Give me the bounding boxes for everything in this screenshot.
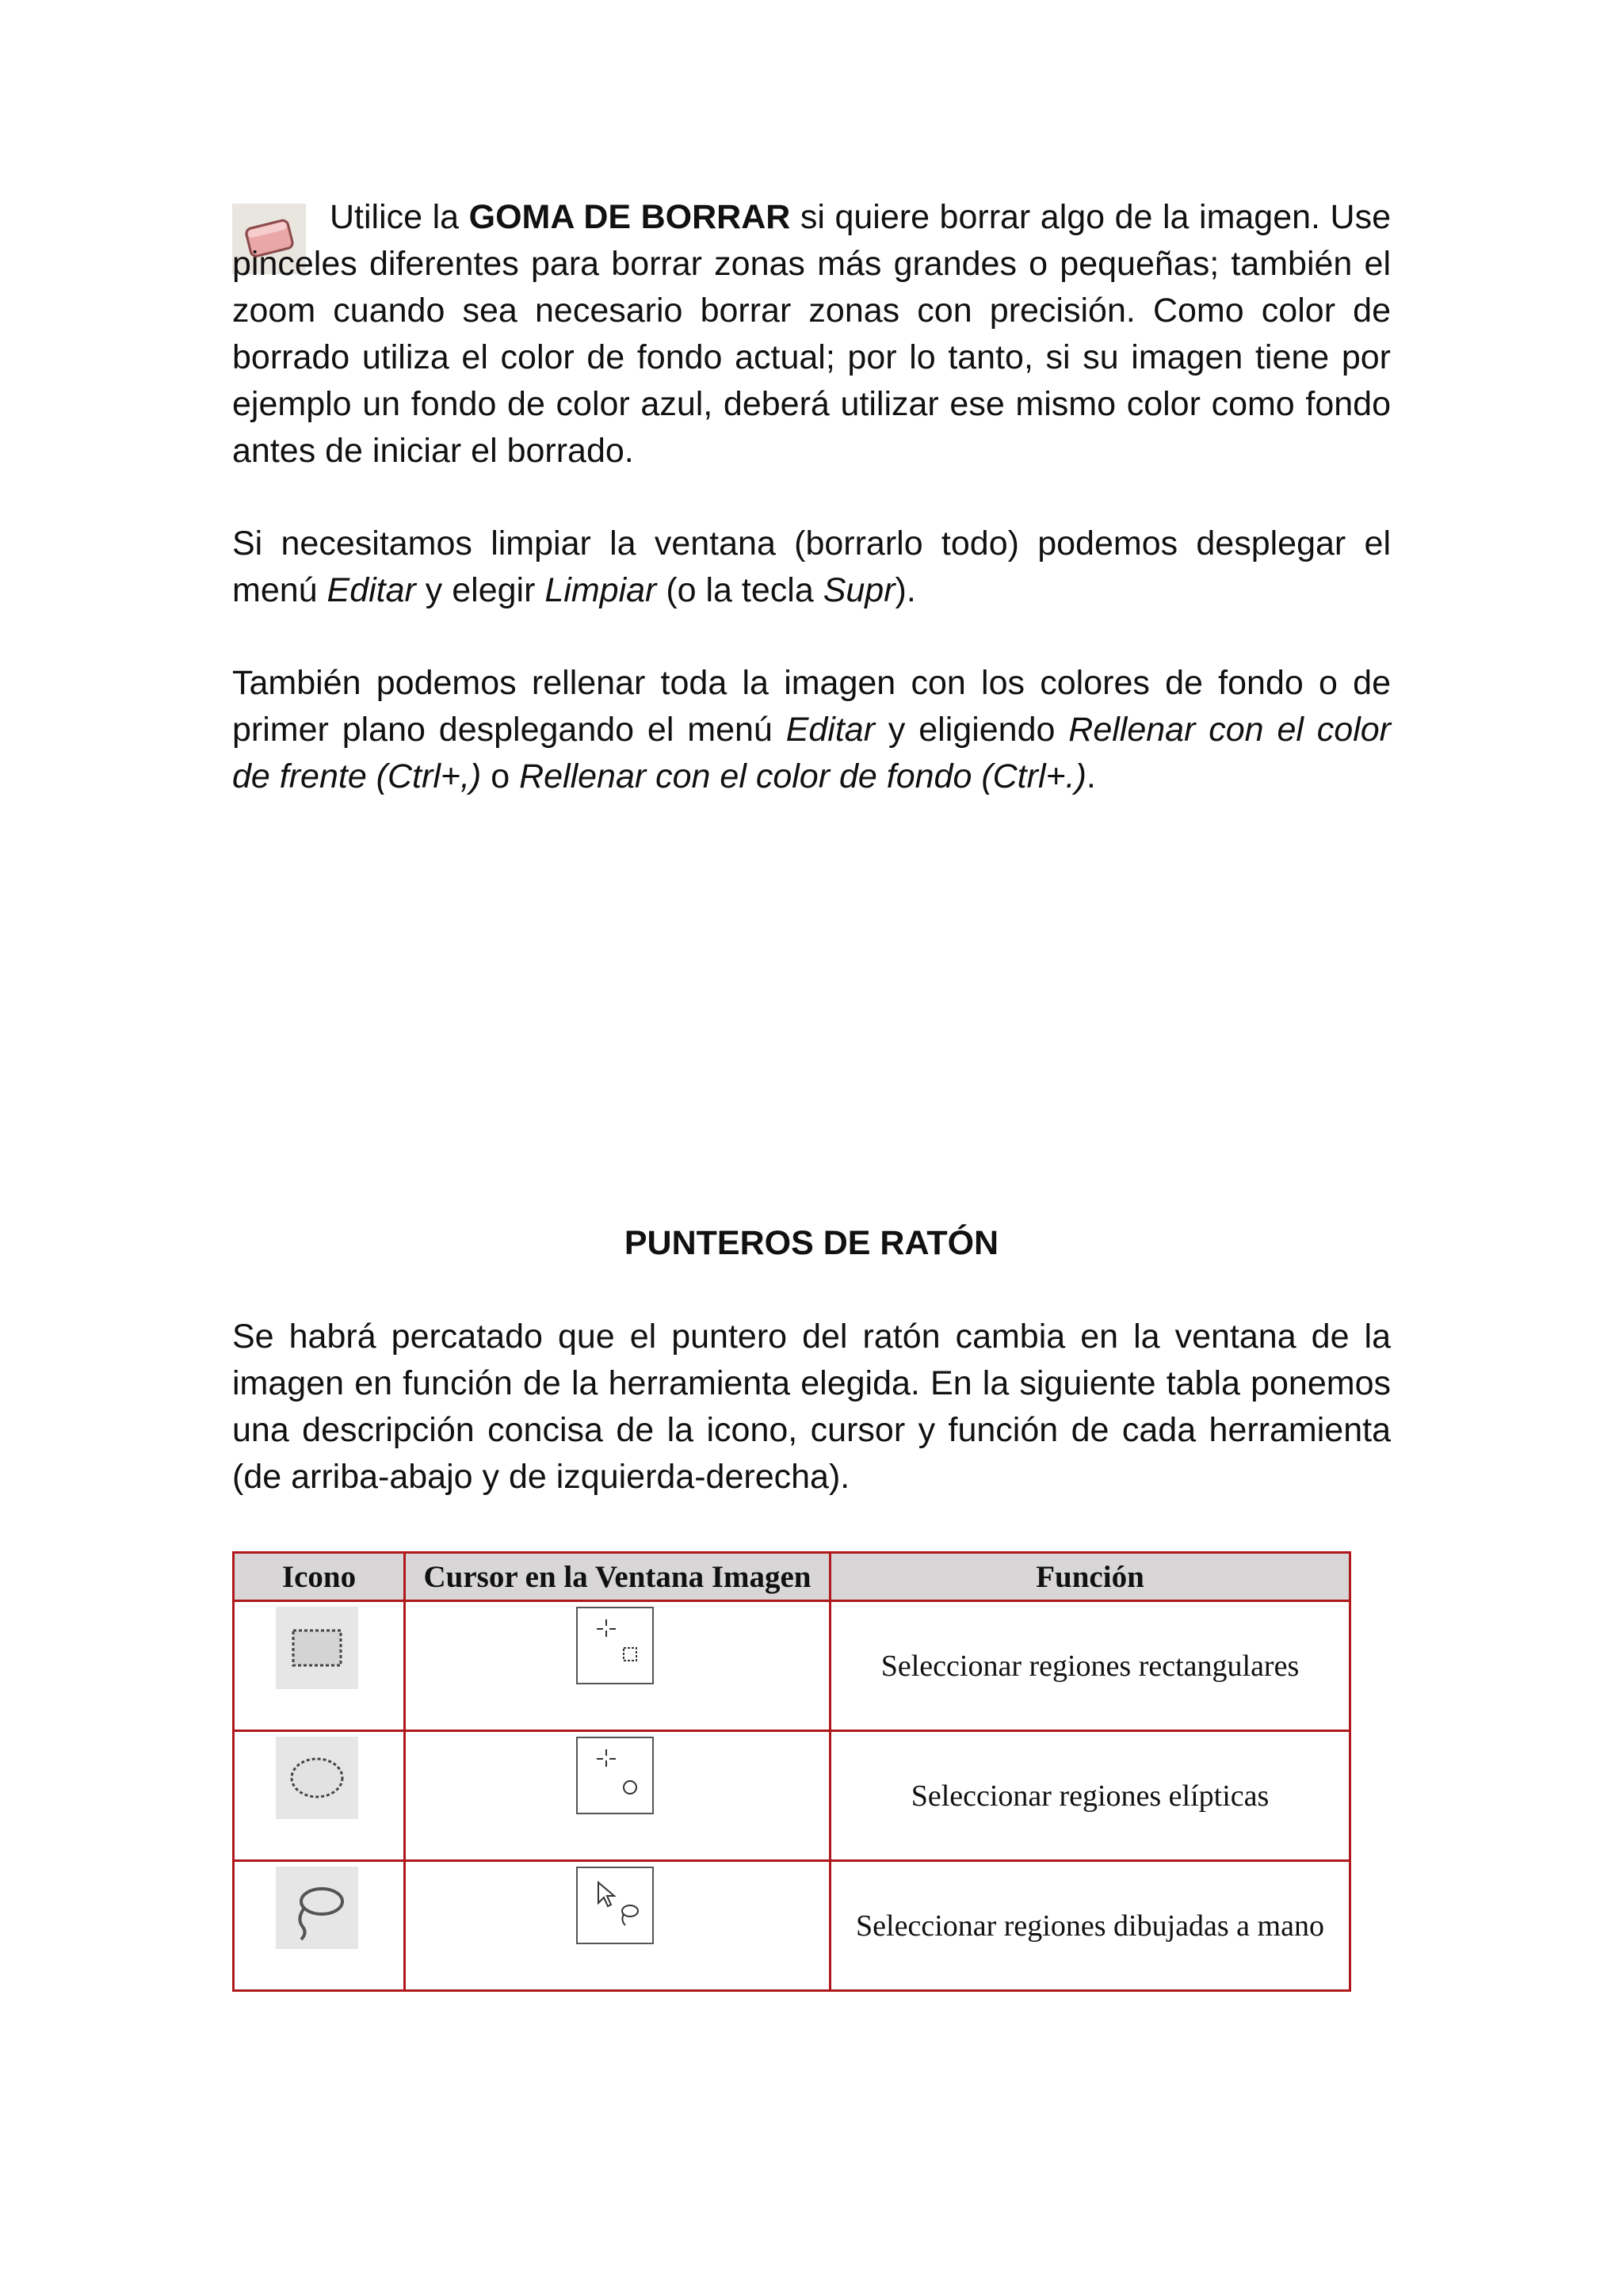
text-run: y elegir (415, 571, 545, 609)
menu-option: Rellenar con el color de fondo (Ctrl+.) (519, 757, 1086, 795)
header-function: Función (831, 1553, 1350, 1601)
menu-option: Limpiar (544, 571, 657, 609)
function-cell: Seleccionar regiones rectangulares (831, 1601, 1350, 1731)
icon-cell (234, 1861, 405, 1991)
ellipse-select-icon (276, 1737, 358, 1819)
menu-name: Editar (785, 711, 876, 749)
lasso-select-icon (276, 1867, 358, 1949)
eraser-body-text: si quiere borrar algo de la imagen. Use pinceles diferentes para borrar zonas más grandes o pequeñas; también el zoom cuando sea necesario borrar zonas con precisión. Como color de borrado utiliza el color de fondo actual; por lo tanto, si su imagen tiene por ejemplo un fondo de color azul, deberá utilizar ese mismo color como fondo antes de iniciar el borrado. (232, 198, 1392, 470)
function-cell: Seleccionar regiones elípticas (831, 1731, 1350, 1861)
icon-cell (234, 1601, 405, 1731)
fill-image-paragraph (232, 660, 1391, 800)
pointer-intro-paragraph (232, 1314, 1391, 1501)
paragraph-text: Se habrá percatado que el puntero del ratón cambia en la ventana de la imagen en función de la herramienta elegida. En la siguiente tabla ponemos una descripción concisa de la icono, cursor y función de cada herramienta (de arriba-abajo y de izquierda-derecha). (232, 1318, 1391, 1496)
clear-window-paragraph (232, 521, 1391, 614)
rect-select-icon (276, 1607, 358, 1689)
text-run: y eligiendo (875, 711, 1069, 749)
table-row (234, 1601, 1350, 1731)
text-run: . (1086, 757, 1096, 795)
text-run: ). (895, 571, 916, 609)
lasso-select-cursor-icon (576, 1867, 654, 1944)
table-row (234, 1861, 1350, 1991)
header-icon: Icono (234, 1553, 405, 1601)
key-name: Supr (823, 571, 896, 609)
text-run: o (481, 757, 520, 795)
menu-option: Rellenar con el color de frente (Ctrl+,) (232, 711, 1391, 795)
icon-cell (234, 1731, 405, 1861)
header-cursor: Cursor en la Ventana Imagen (405, 1553, 831, 1601)
text-run: También podemos rellenar toda la imagen con los colores de fondo o de primer plano desplegando el menú (232, 664, 1391, 749)
text-run: Si necesitamos limpiar la ventana (borrarlo todo) podemos desplegar el menú (232, 524, 1391, 609)
table-header-row (234, 1553, 1350, 1601)
cursor-cell (405, 1731, 831, 1861)
menu-name: Editar (327, 571, 416, 609)
intro-text: Utilice la (330, 198, 469, 236)
cursor-cell (405, 1601, 831, 1731)
table-row (234, 1731, 1350, 1861)
eraser-description (232, 194, 1391, 475)
tools-table (232, 1551, 1351, 1992)
text-run: (o la tecla (656, 571, 823, 609)
function-cell: Seleccionar regiones dibujadas a mano (831, 1861, 1350, 1991)
ellipse-select-cursor-icon (576, 1737, 654, 1814)
cursor-cell (405, 1861, 831, 1991)
section-heading: PUNTEROS DE RATÓN (624, 1224, 999, 1262)
eraser-tool-name: GOMA DE BORRAR (468, 198, 791, 236)
rect-select-cursor-icon (576, 1607, 654, 1684)
